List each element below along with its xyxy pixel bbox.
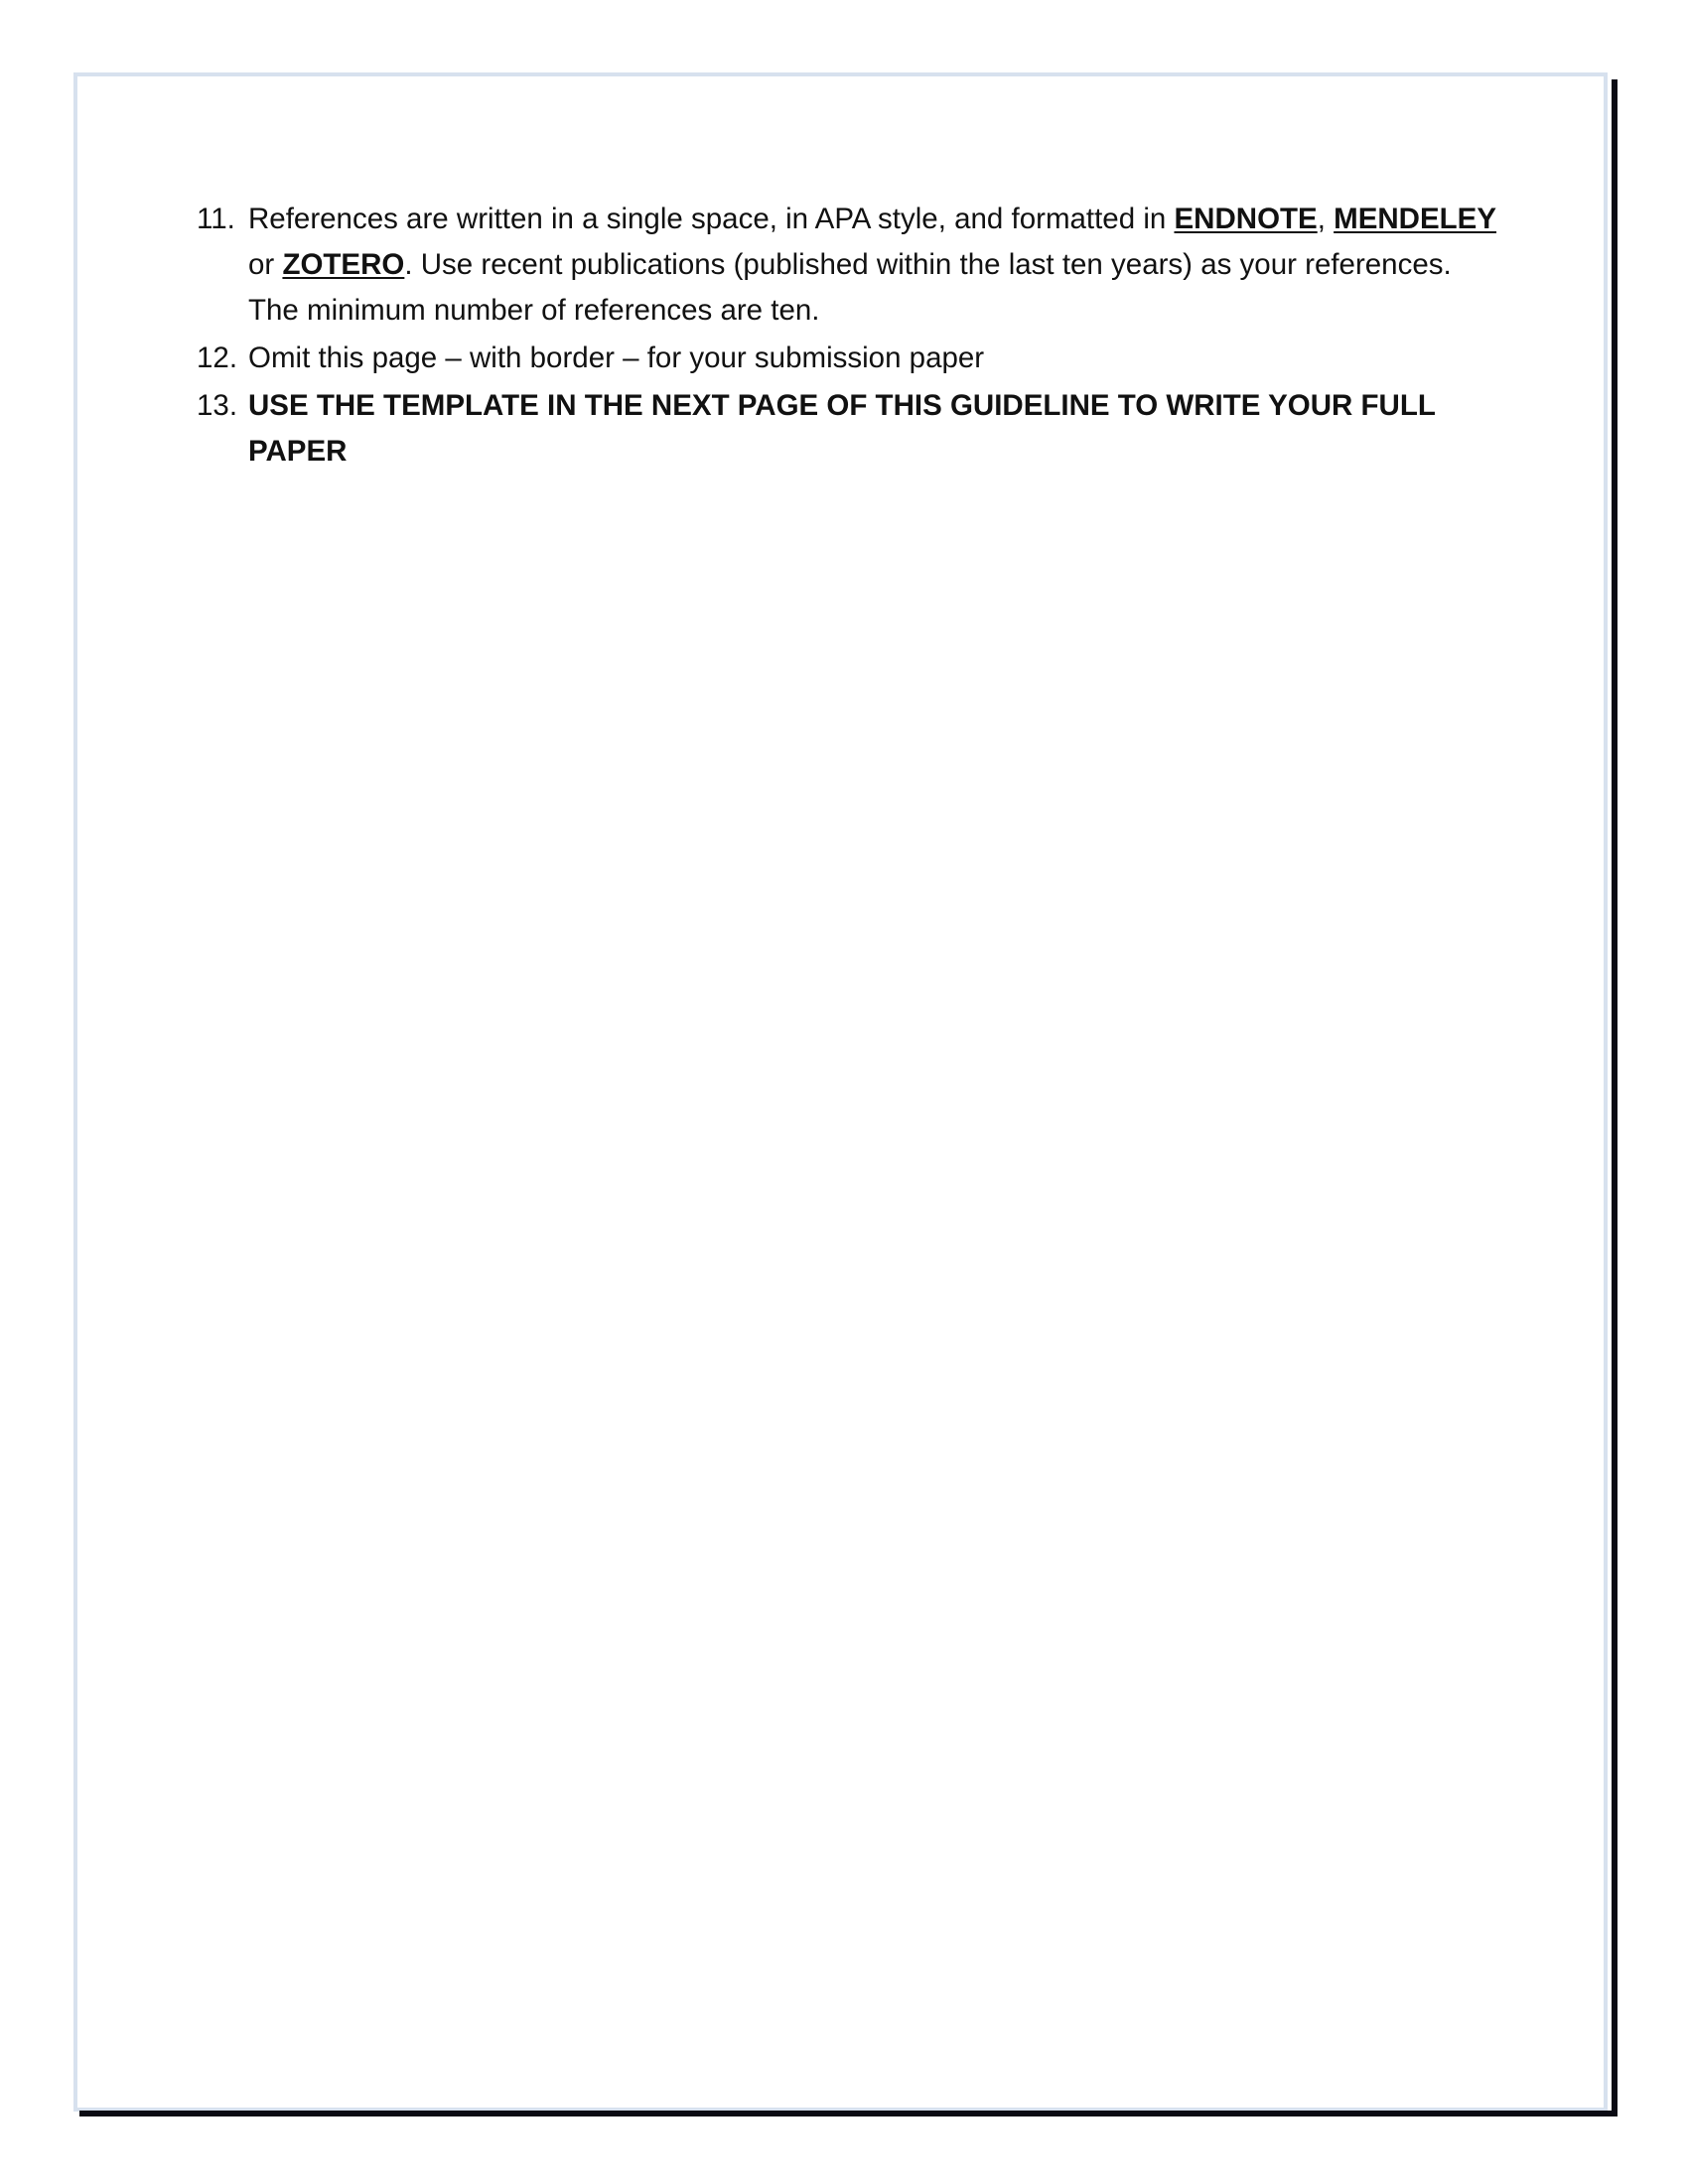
list-number: 12.: [197, 341, 238, 374]
separator-or: or: [248, 248, 283, 281]
page-border-shadow-right: [1612, 79, 1618, 2116]
list-text: References are written in a single space, in APA style, and formatted in: [248, 203, 1175, 235]
list-text-bold: USE THE TEMPLATE IN THE NEXT PAGE OF THIS GUIDELINE TO WRITE YOUR FULL PAPER: [248, 389, 1436, 468]
list-text-continued: . Use recent publications (published within the last ten years) as your references. The minimum number of references are ten.: [248, 248, 1452, 327]
guideline-list: [197, 197, 1497, 477]
endnote-label: ENDNOTE: [1174, 203, 1318, 235]
list-item-12: [197, 336, 1497, 381]
list-item-11: [197, 197, 1497, 334]
list-number: 11.: [197, 203, 235, 235]
zotero-label: ZOTERO: [282, 248, 405, 281]
list-item-13: [197, 383, 1497, 475]
separator-comma: ,: [1317, 203, 1335, 235]
mendeley-label: MENDELEY: [1334, 203, 1497, 235]
list-number: 13.: [197, 389, 238, 422]
page-border-shadow-bottom: [79, 2111, 1618, 2116]
list-text: Omit this page – with border – for your submission paper: [248, 341, 985, 374]
